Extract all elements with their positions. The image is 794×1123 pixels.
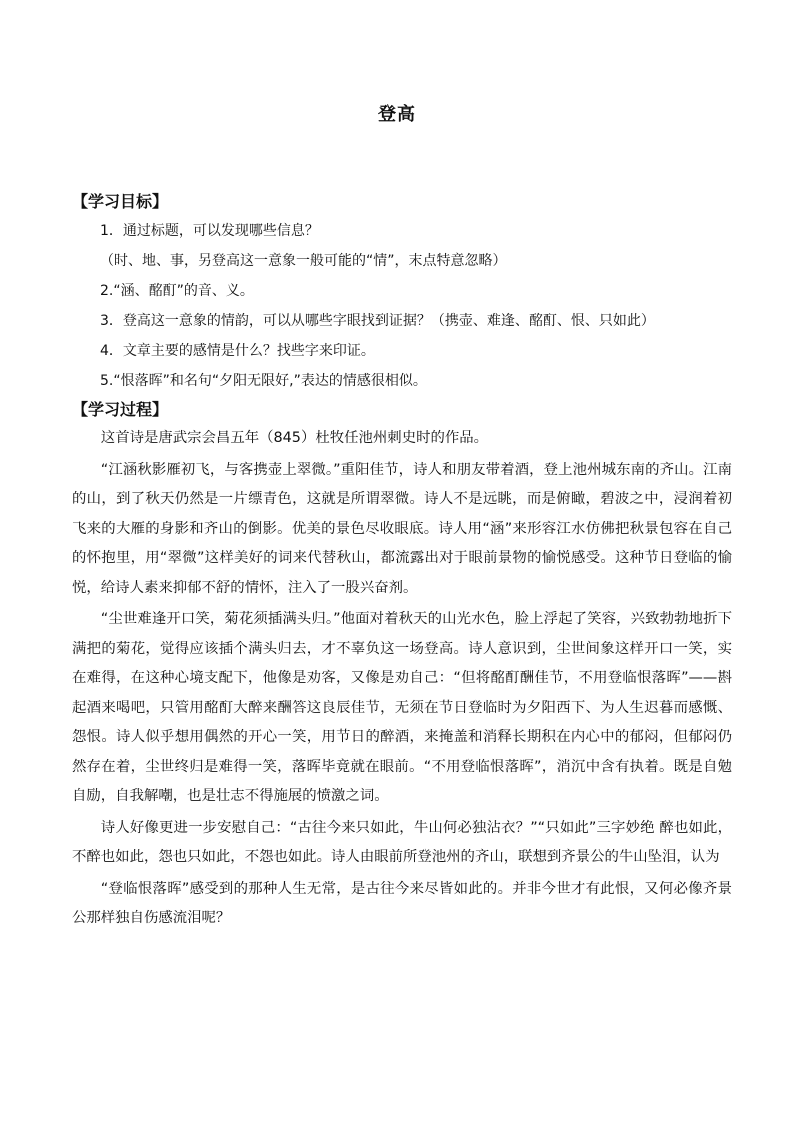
objective-item: 4．文章主要的感情是什么？找些字来印证。 (100, 343, 375, 359)
objective-item: 3．登高这一意象的情韵，可以从哪些字眼找到证据？（携壶、难逢、酩酊、恨、只如此） (100, 313, 655, 329)
objective-item: （时、地、事，另登高这一意象一般可能的“情”，末点特意忽略） (100, 253, 507, 269)
objective-item: 5.“恨落晖”和名句“夕阳无限好,”表达的情感很相似。 (100, 373, 427, 389)
paragraph: “尘世难逢开口笑，菊花须插满头归。”他面对着秋天的山光水色，脸上浮起了笑容，兴致勃勃地折下满把的菊花，觉得应该插个满头归去，才不辜负这一场登高。诗人意识到，尘世间象这样开口一笑，实在难得，在这种心境支配下，他像是劝客，又像是劝自己：“但将酩酊酬佳节，不用登临恨落晖”——斟起酒来喝吧，只管用酩酊大醉来酬答这良辰佳节，无须在节日登临时为夕阳西下、为人生迟暮而感慨、怨恨。诗人似乎想用偶然的开心一笑，用节日的醉酒，来掩盖和消释长期积在内心中的郁闷，但郁闷仍然存在着，尘世终归是难得一笑，落晖毕竟就在眼前。“不用登临恨落晖”，消沉中含有执着。既是自勉自励，自我解嘲，也是壮志不得施展的愤激之词。 (72, 611, 732, 804)
objective-item: 2.“涵、酩酊”的音、义。 (100, 283, 254, 299)
paragraph: “登临恨落晖”感受到的那种人生无常，是古往今来尽皆如此的。并非今世才有此恨，又何必像齐景公那样独自伤感流泪呢？ (72, 880, 732, 926)
document-body (72, 188, 732, 934)
paragraph: 这首诗是唐武宗会昌五年（845）杜牧任池州刺史时的作品。 (100, 430, 489, 446)
objective-item: 1．通过标题，可以发现哪些信息？ (100, 223, 319, 239)
objectives-heading: 【学习目标】 (72, 192, 169, 211)
paragraph: 诗人好像更进一步安慰自己：“古往今来只如此，牛山何必独沾衣？”“只如此”三字妙绝 醉也如此，不醉也如此，怨也只如此，不怨也如此。诗人由眼前所登池州的齐山，联想到齐景公的牛山坠泪，认为 (72, 819, 732, 865)
objectives-list (72, 216, 732, 396)
process-paragraphs (72, 424, 732, 934)
page-title: 登高 (378, 104, 416, 125)
process-heading: 【学习过程】 (72, 400, 169, 419)
paragraph: “江涵秋影雁初飞，与客携壶上翠微。”重阳佳节，诗人和朋友带着酒，登上池州城东南的齐山。江南的山，到了秋天仍然是一片缥青色，这就是所谓翠微。诗人不是远眺，而是俯瞰，碧波之中，浸润着初飞来的大雁的身影和齐山的倒影。优美的景色尽收眼底。诗人用“涵”来形容江水仿佛把秋景包容在自己的怀抱里，用“翠微”这样美好的词来代替秋山，都流露出对于眼前景物的愉悦感受。这种节日登临的愉悦，给诗人素来抑郁不舒的情怀，注入了一股兴奋剂。 (72, 461, 732, 596)
